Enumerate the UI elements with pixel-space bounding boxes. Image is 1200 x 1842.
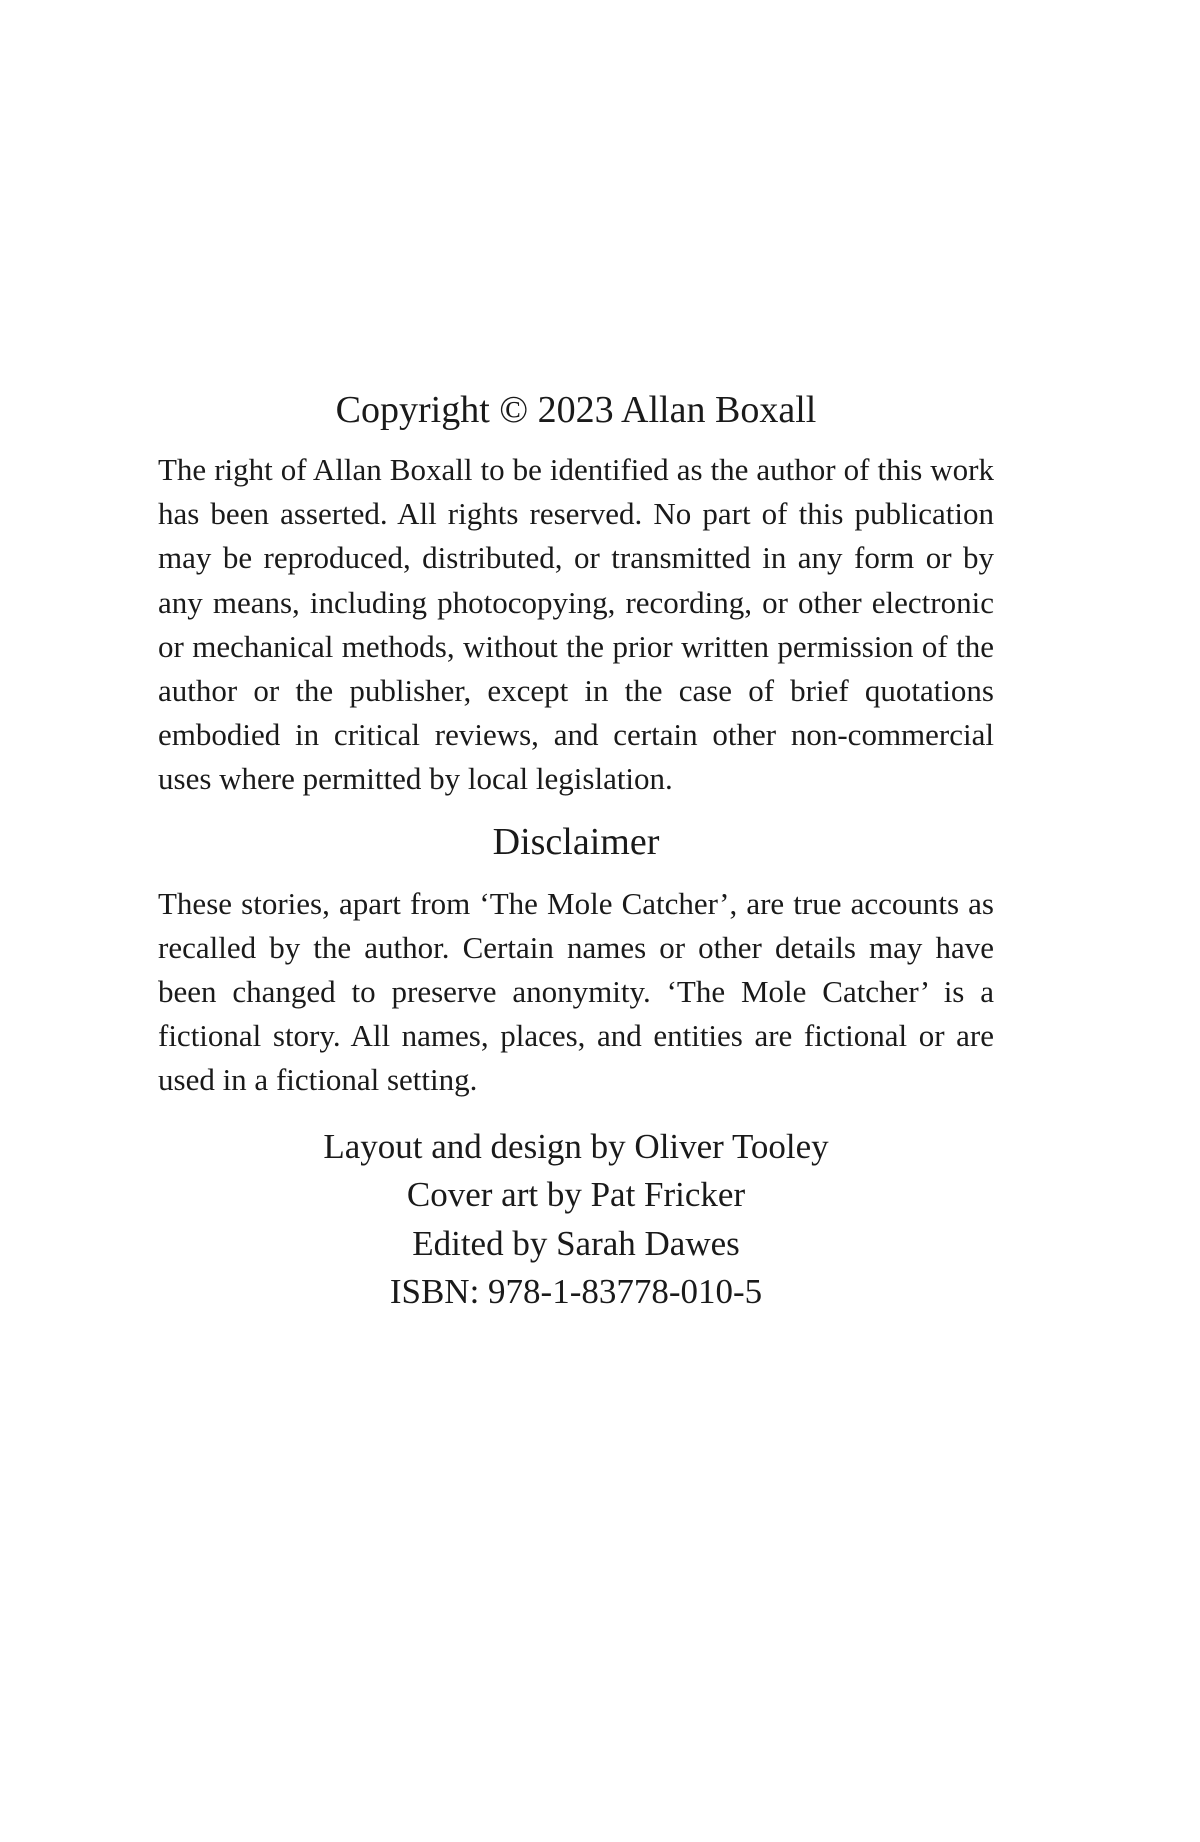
credits-block <box>158 1123 994 1317</box>
rights-statement: The right of Allan Boxall to be identified as the author of this work has been asserted. All rights reserved. No part of this publication may be reproduced, distributed, or transmitted in any form or by any means, including photocopying, recording, or other electronic or mechanical methods, without the prior written permission of the author or the publisher, except in the case of brief quotations embodied in critical reviews, and certain other non-commercial uses where permitted by local legislation. <box>158 452 994 797</box>
disclaimer-heading: Disclaimer <box>492 820 660 863</box>
disclaimer-text: These stories, apart from ‘The Mole Catcher’, are true accounts as recalled by the author. Certain names or other details may have been changed to preserve anonymity. ‘The Mole Catcher’ is a fictional story. All names, places, and entities are fictional or are used in a fictional setting. <box>158 885 994 1098</box>
layout-credit: Layout and design by Oliver Tooley <box>323 1126 829 1166</box>
page-content <box>158 384 994 1317</box>
copyright-heading: Copyright © 2023 Allan Boxall <box>335 389 817 431</box>
editor-credit: Edited by Sarah Dawes <box>412 1223 740 1263</box>
cover-art-credit: Cover art by Pat Fricker <box>406 1175 746 1215</box>
isbn-line: ISBN: 978-1-83778-010-5 <box>389 1272 763 1312</box>
